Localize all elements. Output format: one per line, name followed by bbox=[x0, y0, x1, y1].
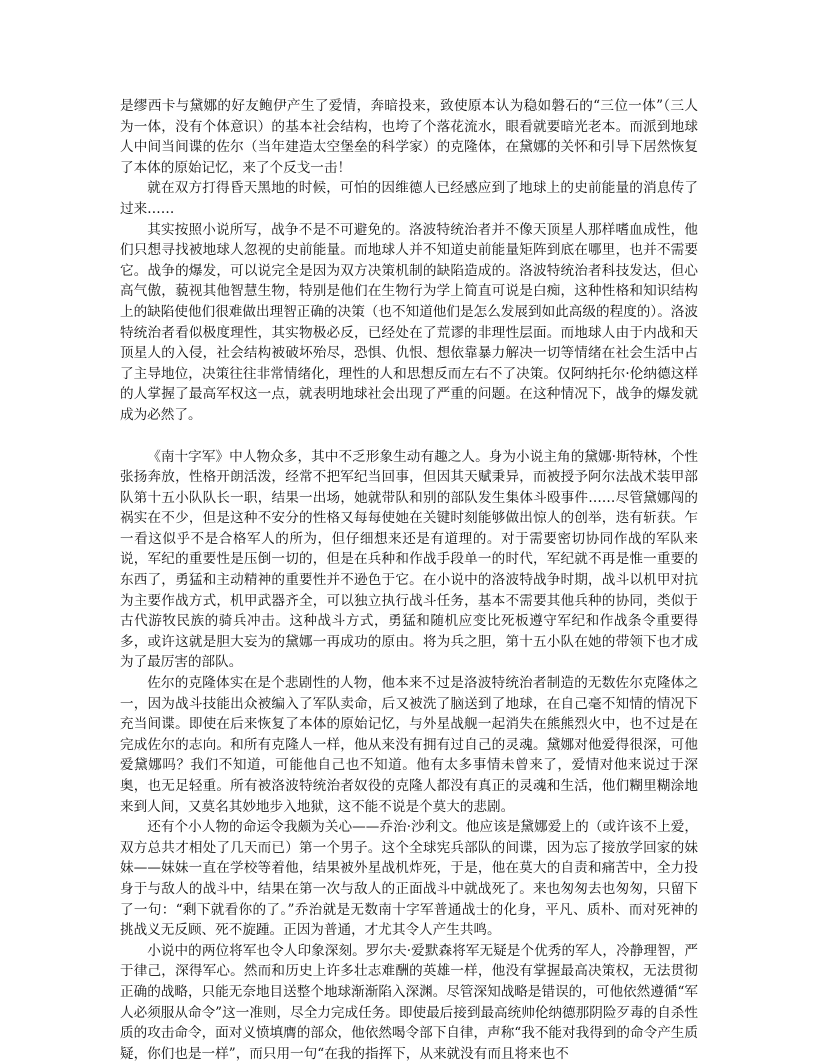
paragraph-4: 《南十字军》中人物众多，其中不乏形象生动有趣之人。身为小说主角的黛娜·斯特林，个性张扬奔放，性格开朗活泼，经常不把军纪当回事，但因其天赋秉异，而被授予阿尔法战术装甲部队第十五小队队长一职，结果一出场，她就带队和别的部队发生集体斗殴事件……尽管黛娜闯的祸实在不少，但是这种不安分的性格又每每使她在关键时刻能够做出惊人的创举，迭有斩获。乍一看这似乎不是合格军人的所为，但仔细想来还是有道理的。对于需要密切协同作战的军队来说，军纪的重要性是压倒一切的，但是在兵种和作战手段单一的时代，军纪就不再是惟一重要的东西了，勇猛和主动精神的重要性并不逊色于它。在小说中的洛波特战争时期，战斗以机甲对抗为主要作战方式，机甲武器齐全，可以独立执行战斗任务，基本不需要其他兵种的协同，类似于古代游牧民族的骑兵冲击。这种战斗方式，勇猛和随机应变比死板遵守军纪和作战条令重要得多，或许这就是胆大妄为的黛娜一再成功的原由。将为兵之胆，第十五小队在她的带领下也才成为了最厉害的部队。 bbox=[120, 448, 698, 671]
paragraph-7: 小说中的两位将军也令人印象深刻。罗尔夫·爱默森将军无疑是个优秀的军人，冷静理智，严于律己，深得军心。然而和历史上许多壮志难酬的英雄一样，他没有掌握最高决策权，无法贯彻正确的战略，只能无奈地目送整个地球渐渐陷入深渊。尽管深知战略是错误的，可他依然遵循“军人必须服从命令”这一准则，尽全力完成任务。即使最后接到最高统帅伦纳德那阴险歹毒的自杀性质的攻击命令，面对义愤填膺的部众，他依然喝令部下自律，声称“我不能对我得到的命令产生质疑，你们也是一样”，而只用一句“在我的指挥下，从来就没有而且将来也不 bbox=[120, 942, 698, 1062]
paragraph-1: 是缪西卡与黛娜的好友鲍伊产生了爱情，奔暗投来，致使原本认为稳如磐石的“三位一体”（三人为一体，没有个体意识）的基本社会结构，也垮了个落花流水，眼看就要暗光老本。而派到地球人中间当间谍的佐尔（当年建造太空堡垒的科学家）的克隆体，在黛娜的关怀和引导下居然恢复了本体的原始记忆，来了个反戈一击！ bbox=[120, 98, 698, 176]
paragraph-6: 还有个小人物的命运令我颇为关心——乔治·沙利文。他应该是黛娜爱上的（或许该不上爱，双方总共才相处了几天而已）第一个男子。这个全球宪兵部队的间谍，因为忘了接放学回家的妹妹——妹妹一直在学校等着他，结果被外星战机炸死，于是，他在莫大的自责和痛苦中，全力投身于与敌人的战斗中，结果在第一次与敌人的正面战斗中就战死了。来也匆匆去也匆匆，只留下了一句：“剩下就看你的了。”乔治就是无数南十字军普通战士的化身，平凡、质朴、而对死神的挑战义无反顾、死不旋踵。正因为普通，才尤其令人产生共鸣。 bbox=[120, 819, 698, 939]
document-page bbox=[120, 96, 698, 1064]
paragraph-2: 就在双方打得昏天黑地的时候，可怕的因维德人已经感应到了地球上的史前能量的消息传了过来…… bbox=[120, 180, 698, 217]
paragraph-5: 佐尔的克隆体实在是个悲剧性的人物，他本来不过是洛波特统治者制造的无数佐尔克隆体之一，因为战斗技能出众被编入了军队卖命，后又被洗了脑送到了地球，在自己毫不知情的情况下充当间谍。即使在后来恢复了本体的原始记忆，与外星战舰一起消失在熊熊烈火中，也不过是在完成佐尔的志向。和所有克隆人一样，他从来没有拥有过自己的灵魂。黛娜对他爱得很深，可他爱黛娜吗？我们不知道，可能他自己也不知道。他有太多事情未曾来了，爱情对他来说过于深奥，也无足轻重。所有被洛波特统治者奴役的克隆人都没有真正的灵魂和生活，他们糊里糊涂地来到人间，又莫名其妙地步入地狱，这不能不说是个莫大的悲剧。 bbox=[120, 675, 698, 815]
paragraph-3: 其实按照小说所写，战争不是不可避免的。洛波特统治者并不像天顶星人那样嗜血成性，他们只想寻找被地球人忽视的史前能量。而地球人并不知道史前能量矩阵到底在哪里，也并不需要它。战争的爆发，可以说完全是因为双方决策机制的缺陷造成的。洛波特统治者科技发达，但心高气傲，藐视其他智慧生物，特别是他们在生物行为学上简直可说是白痴，这种性格和知识结构上的缺陷使他们很难做出理智正确的决策（也不知道他们是怎么发展到如此高级的程度的）。洛波特统治者看似极度理性，其实物极必反，已经处在了荒谬的非理性层面。而地球人由于内战和天顶星人的入侵，社会结构被破坏殆尽，恐惧、仇恨、想依靠暴力解决一切等情绪在社会生活中占了主导地位，决策往往非常情绪化，理性的人和思想反而左右不了决策。仅阿纳托尔·伦纳德这样的人掌握了最高军权这一点，就表明地球社会出现了严重的问题。在这种情况下，战争的爆发就成为必然了。 bbox=[120, 221, 698, 423]
section-spacer bbox=[120, 426, 698, 447]
